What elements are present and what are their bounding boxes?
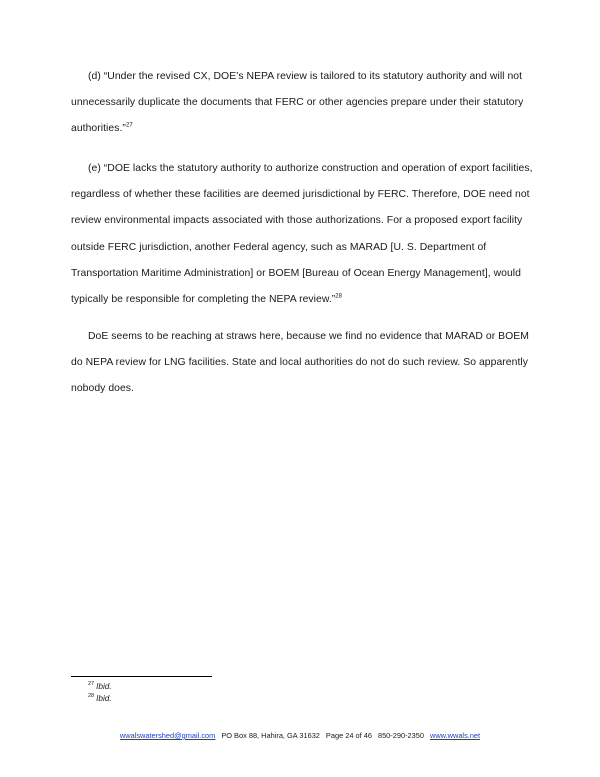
footnote-text: Ibid. (96, 682, 112, 691)
footer-email-link[interactable]: wwalswatershed@gmail.com (119, 731, 216, 740)
footer-phone: 850-290-2350 (377, 731, 424, 740)
page-footer (0, 731, 600, 741)
paragraph-commentary-text: DoE seems to be reaching at straws here, because we find no evidence that MARAD or BOEM do NEPA review for LNG facilities. State and local authorities do not do such review. So apparently nobody does. (71, 331, 529, 395)
paragraph-commentary (71, 324, 533, 403)
paragraph-e-text: (e) “DOE lacks the statutory authority to authorize construction and operation of export facilities, regardless of whether these facilities are deemed jurisdictional by FERC. Therefore, DOE need not review environmental impacts associated with those authorizations. For a proposed export facility outside FERC jurisdiction, another Federal agency, such as MARAD [U. S. Department of Transportation Maritime Administration] or BOEM [Bureau of Ocean Energy Management], would typically be responsible for completing the NEPA review.” (71, 163, 533, 306)
footnote-ref-28[interactable]: 28 (335, 293, 343, 300)
footer-website-link[interactable]: www.wwals.net (429, 731, 481, 740)
paragraph-e (71, 156, 533, 313)
footnote-27 (88, 682, 112, 692)
footer-page-number: Page 24 of 46 (325, 731, 372, 740)
footnote-28 (88, 694, 112, 704)
footnote-number: 28 (88, 693, 95, 700)
footnote-text: Ibid. (96, 694, 112, 703)
paragraph-d (71, 64, 533, 143)
paragraph-d-text: (d) “Under the revised CX, DOE’s NEPA review is tailored to its statutory authority and will not unnecessarily duplicate the documents that FERC or other agencies prepare under their statutory authorities.” (71, 71, 524, 135)
footnote-number: 27 (88, 681, 95, 688)
footnote-divider (71, 676, 212, 677)
footer-address: PO Box 88, Hahira, GA 31632 (221, 731, 320, 740)
footnote-ref-27[interactable]: 27 (125, 122, 133, 129)
